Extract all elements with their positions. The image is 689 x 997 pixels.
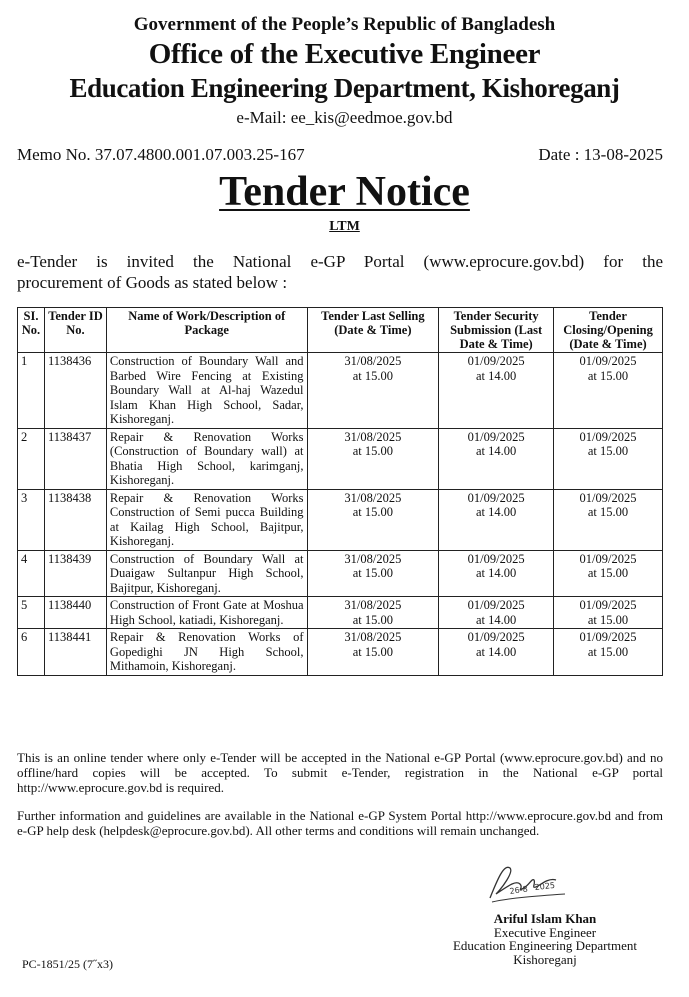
- description-cell: Repair & Renovation Works (Construction of Boundary wall) at Bhatia High School, karimganj, Kishoreganj.: [106, 428, 307, 489]
- office-heading: Office of the Executive Engineer: [148, 38, 541, 70]
- closing-cell-time: at 15.00: [587, 612, 629, 627]
- table-row: [18, 428, 663, 489]
- memo-number: Memo No. 37.07.4800.001.07.003.25-167: [17, 145, 305, 164]
- closing-cell-date: 01/09/2025: [579, 354, 637, 368]
- closing-cell: [554, 629, 663, 676]
- header-tender-id: Tender ID No.: [44, 308, 106, 353]
- last-selling-cell-date: 31/08/2025: [344, 630, 402, 644]
- closing-cell: [554, 489, 663, 550]
- sl-cell: 5: [18, 597, 45, 629]
- closing-cell: [554, 550, 663, 597]
- security-cell: [439, 550, 554, 597]
- last-selling-cell: [307, 489, 439, 550]
- security-cell-time: at 14.00: [475, 644, 517, 659]
- office-email: e-Mail: ee_kis@eedmoe.gov.bd: [236, 108, 453, 127]
- table-header-row: [18, 308, 663, 353]
- description-cell: Repair & Renovation Works of Gopedighi JN High School, Mithamoin, Kishoreganj.: [106, 629, 307, 676]
- closing-cell-time: at 15.00: [587, 505, 629, 519]
- last-selling-cell-date: 31/08/2025: [344, 429, 402, 444]
- tender-id-cell: 1138436: [44, 353, 106, 429]
- security-cell-time: at 14.00: [475, 368, 517, 383]
- sl-cell: 4: [18, 550, 45, 597]
- header-sl: SI. No.: [18, 308, 45, 353]
- last-selling-cell: [307, 550, 439, 597]
- page-title: [0, 168, 689, 216]
- title-text: Tender Notice: [219, 169, 470, 215]
- intro-line-2: procurement of Goods as stated below :: [17, 273, 288, 292]
- last-selling-cell-time: at 15.00: [352, 566, 394, 580]
- closing-cell: [554, 428, 663, 489]
- security-cell: [439, 629, 554, 676]
- security-cell: [439, 353, 554, 429]
- last-selling-cell-time: at 15.00: [352, 612, 394, 627]
- security-cell-time: at 14.00: [475, 444, 517, 458]
- security-cell-date: 01/09/2025: [467, 630, 525, 644]
- closing-cell-date: 01/09/2025: [579, 598, 637, 612]
- last-selling-cell: [307, 597, 439, 629]
- security-cell-date: 01/09/2025: [467, 354, 525, 368]
- last-selling-cell: [307, 629, 439, 676]
- security-cell-date: 01/09/2025: [467, 551, 525, 566]
- table-row: [18, 597, 663, 629]
- header-security: Tender Security Submission (Last Date & Time): [439, 308, 554, 353]
- table-body: [18, 353, 663, 676]
- last-selling-cell-time: at 15.00: [352, 444, 394, 458]
- security-cell: [439, 428, 554, 489]
- memo-date: Date : 13-08-2025: [538, 145, 663, 164]
- last-selling-cell-date: 31/08/2025: [344, 551, 402, 566]
- last-selling-cell-time: at 15.00: [352, 644, 394, 659]
- security-cell-date: 01/09/2025: [467, 490, 525, 505]
- description-cell: Construction of Front Gate at Moshua High School, katiadi, Kishoreganj.: [106, 597, 307, 629]
- security-cell: [439, 597, 554, 629]
- tender-table: [17, 307, 663, 676]
- svg-text:2025: 2025: [534, 880, 556, 892]
- government-heading: Government of the People’s Republic of Bangladesh: [133, 14, 556, 35]
- intro-paragraph: [17, 251, 663, 293]
- page-subtitle: [0, 219, 689, 235]
- last-selling-cell-date: 31/08/2025: [344, 490, 402, 505]
- sl-cell: 6: [18, 629, 45, 676]
- closing-cell-date: 01/09/2025: [579, 429, 637, 444]
- table-row: [18, 489, 663, 550]
- last-selling-cell-time: at 15.00: [352, 505, 394, 519]
- svg-text:26-8: 26-8: [509, 884, 529, 896]
- table-row: [18, 629, 663, 676]
- signatory-designation: Executive Engineer: [493, 924, 597, 940]
- closing-cell-date: 01/09/2025: [579, 630, 637, 644]
- table-row: [18, 353, 663, 429]
- security-cell-time: at 14.00: [475, 612, 517, 627]
- last-selling-cell-date: 31/08/2025: [344, 354, 402, 368]
- last-selling-cell-time: at 15.00: [352, 368, 394, 383]
- description-cell: Construction of Boundary Wall at Duaigaw Sultanpur High School, Bajitpur, Kishoreganj.: [106, 550, 307, 597]
- security-cell-time: at 14.00: [475, 566, 517, 580]
- last-selling-cell: [307, 428, 439, 489]
- tender-id-cell: 1138439: [44, 550, 106, 597]
- department-heading: Education Engineering Department, Kishoreganj: [69, 73, 620, 103]
- footer-code: PC-1851/25 (7˝x3): [22, 957, 113, 971]
- closing-cell-time: at 15.00: [587, 644, 629, 659]
- intro-line-1: e-Tender is invited the National e-GP Portal (www.eprocure.gov.bd) for the: [17, 252, 663, 271]
- tender-id-cell: 1138441: [44, 629, 106, 676]
- last-selling-cell: [307, 353, 439, 429]
- header-closing: Tender Closing/Opening (Date & Time): [554, 308, 663, 353]
- signatory-department: Education Engineering Department: [452, 938, 638, 953]
- description-cell: Construction of Boundary Wall and Barbed Wire Fencing at Existing Boundary Wall at Al-haj Wazedul Islam Khan High School, Sadar, Kishoreganj.: [106, 353, 307, 429]
- closing-cell: [554, 597, 663, 629]
- closing-cell: [554, 353, 663, 429]
- security-cell: [439, 489, 554, 550]
- online-tender-note: This is an online tender where only e-Tender will be accepted in the National e-GP Portal (www.eprocure.gov.bd) and no offline/hard copies will be accepted. To submit e-Tender, registration in the National e-GP portal http://www.eprocure.gov.bd is required.: [17, 750, 663, 795]
- subtitle-text: LTM: [329, 219, 360, 234]
- closing-cell-time: at 15.00: [587, 368, 629, 383]
- tender-id-cell: 1138437: [44, 428, 106, 489]
- last-selling-cell-date: 31/08/2025: [344, 598, 402, 612]
- signatory-place: Kishoreganj: [513, 951, 577, 967]
- closing-cell-date: 01/09/2025: [579, 490, 637, 505]
- closing-cell-time: at 15.00: [587, 566, 629, 580]
- sl-cell: 2: [18, 428, 45, 489]
- signature-block: [420, 912, 670, 966]
- closing-cell-date: 01/09/2025: [579, 551, 637, 566]
- header-description: Name of Work/Description of Package: [106, 308, 307, 353]
- sl-cell: 1: [18, 353, 45, 429]
- closing-cell-time: at 15.00: [587, 444, 629, 458]
- handwritten-signature: [480, 858, 575, 906]
- further-info-note: Further information and guidelines are available in the National e-GP System Portal http://www.eprocure.gov.bd and from e-GP help desk (helpdesk@eprocure.gov.bd). All other terms and conditions will remain unchanged.: [17, 808, 663, 838]
- signatory-name: Ariful Islam Khan: [493, 911, 597, 926]
- tender-id-cell: 1138440: [44, 597, 106, 629]
- description-cell: Repair & Renovation Works Construction of Semi pucca Building at Kailag High School, Bajitpur, Kishoreganj.: [106, 489, 307, 550]
- security-cell-time: at 14.00: [475, 505, 517, 519]
- security-cell-date: 01/09/2025: [467, 598, 525, 612]
- header-last-selling: Tender Last Selling (Date & Time): [307, 308, 439, 353]
- sl-cell: 3: [18, 489, 45, 550]
- security-cell-date: 01/09/2025: [467, 429, 525, 444]
- tender-id-cell: 1138438: [44, 489, 106, 550]
- table-row: [18, 550, 663, 597]
